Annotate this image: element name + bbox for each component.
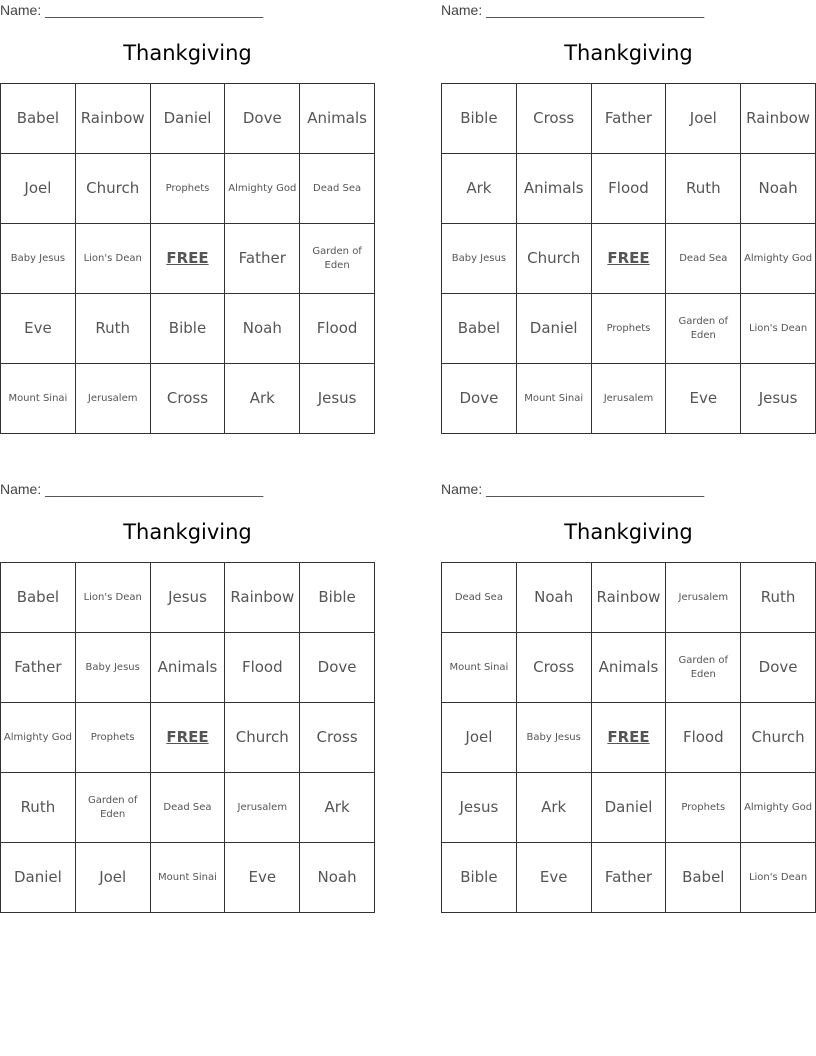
bingo-cell: Cross	[151, 364, 226, 434]
bingo-cell: Dove	[225, 84, 300, 154]
bingo-cell: Rainbow	[225, 563, 300, 633]
bingo-cell: Lion's Dean	[741, 294, 816, 364]
bingo-cell: Lion's Dean	[76, 563, 151, 633]
bingo-cell: Dead Sea	[151, 773, 226, 843]
bingo-cell: Lion's Dean	[741, 843, 816, 913]
bingo-cell: Animals	[517, 154, 592, 224]
bingo-cell: Bible	[151, 294, 226, 364]
bingo-cell: Father	[1, 633, 76, 703]
bingo-cell: Cross	[517, 84, 592, 154]
bingo-cell: Animals	[592, 633, 667, 703]
free-space: FREE	[592, 224, 667, 294]
bingo-cell: Garden of Eden	[300, 224, 375, 294]
bingo-cell: Babel	[1, 563, 76, 633]
bingo-cell: Jesus	[151, 563, 226, 633]
bingo-cell: Dead Sea	[300, 154, 375, 224]
bingo-cell: Babel	[666, 843, 741, 913]
bingo-cell: Baby Jesus	[517, 703, 592, 773]
bingo-cell: Father	[592, 84, 667, 154]
bingo-cell: Ruth	[741, 563, 816, 633]
bingo-cell: Cross	[300, 703, 375, 773]
bingo-cell: Ark	[300, 773, 375, 843]
bingo-cell: Jerusalem	[225, 773, 300, 843]
bingo-cell: Ark	[225, 364, 300, 434]
bingo-cell: Garden of Eden	[666, 633, 741, 703]
bingo-cell: Baby Jesus	[442, 224, 517, 294]
bingo-grid	[441, 83, 816, 434]
card-title: Thankgiving	[123, 520, 252, 544]
bingo-cell: Babel	[442, 294, 517, 364]
bingo-cell: Baby Jesus	[1, 224, 76, 294]
bingo-cell: Dove	[442, 364, 517, 434]
bingo-cell: Garden of Eden	[76, 773, 151, 843]
bingo-cell: Mount Sinai	[517, 364, 592, 434]
bingo-cell: Jerusalem	[76, 364, 151, 434]
bingo-cell: Bible	[300, 563, 375, 633]
bingo-cell: Almighty God	[1, 703, 76, 773]
bingo-cell: Church	[225, 703, 300, 773]
bingo-cell: Baby Jesus	[76, 633, 151, 703]
bingo-cell: Eve	[225, 843, 300, 913]
bingo-cell: Noah	[300, 843, 375, 913]
card-title: Thankgiving	[123, 41, 252, 65]
bingo-cell: Daniel	[592, 773, 667, 843]
bingo-cell: Mount Sinai	[442, 633, 517, 703]
bingo-cell: Jesus	[300, 364, 375, 434]
bingo-cell: Daniel	[517, 294, 592, 364]
bingo-cell: Church	[76, 154, 151, 224]
bingo-cell: Noah	[517, 563, 592, 633]
bingo-cell: Garden of Eden	[666, 294, 741, 364]
bingo-cell: Dead Sea	[666, 224, 741, 294]
bingo-cell: Joel	[666, 84, 741, 154]
free-space: FREE	[151, 703, 226, 773]
bingo-cell: Joel	[1, 154, 76, 224]
bingo-cell: Prophets	[76, 703, 151, 773]
bingo-cell: Noah	[741, 154, 816, 224]
bingo-cell: Ark	[442, 154, 517, 224]
name-field-label: Name: ____________________________	[0, 481, 264, 497]
name-field-label: Name: ____________________________	[0, 2, 264, 18]
bingo-cell: Mount Sinai	[1, 364, 76, 434]
bingo-cell: Almighty God	[225, 154, 300, 224]
bingo-cell: Prophets	[666, 773, 741, 843]
bingo-cell: Flood	[592, 154, 667, 224]
bingo-cell: Daniel	[1, 843, 76, 913]
bingo-cell: Jesus	[741, 364, 816, 434]
bingo-cell: Rainbow	[741, 84, 816, 154]
bingo-cell: Animals	[300, 84, 375, 154]
name-field-label: Name: ____________________________	[441, 481, 705, 497]
free-space: FREE	[592, 703, 667, 773]
bingo-cell: Church	[517, 224, 592, 294]
bingo-cell: Ruth	[666, 154, 741, 224]
bingo-cell: Ruth	[1, 773, 76, 843]
bingo-cell: Bible	[442, 843, 517, 913]
bingo-cell: Father	[225, 224, 300, 294]
bingo-cell: Rainbow	[592, 563, 667, 633]
bingo-cell: Father	[592, 843, 667, 913]
bingo-cell: Babel	[1, 84, 76, 154]
card-title: Thankgiving	[564, 41, 693, 65]
bingo-cell: Church	[741, 703, 816, 773]
bingo-cell: Bible	[442, 84, 517, 154]
bingo-cell: Eve	[517, 843, 592, 913]
bingo-cell: Joel	[76, 843, 151, 913]
bingo-cell: Dove	[300, 633, 375, 703]
bingo-cell: Noah	[225, 294, 300, 364]
bingo-grid	[441, 562, 816, 913]
bingo-cell: Flood	[225, 633, 300, 703]
bingo-cell: Rainbow	[76, 84, 151, 154]
bingo-cell: Almighty God	[741, 224, 816, 294]
bingo-cell: Dead Sea	[442, 563, 517, 633]
name-field-label: Name: ____________________________	[441, 2, 705, 18]
bingo-cell: Animals	[151, 633, 226, 703]
bingo-grid	[0, 562, 375, 913]
bingo-cell: Prophets	[592, 294, 667, 364]
free-space: FREE	[151, 224, 226, 294]
bingo-cell: Prophets	[151, 154, 226, 224]
bingo-cell: Jerusalem	[666, 563, 741, 633]
card-title: Thankgiving	[564, 520, 693, 544]
bingo-cell: Daniel	[151, 84, 226, 154]
bingo-cell: Almighty God	[741, 773, 816, 843]
bingo-grid	[0, 83, 375, 434]
bingo-cell: Ruth	[76, 294, 151, 364]
bingo-cell: Eve	[666, 364, 741, 434]
bingo-cell: Cross	[517, 633, 592, 703]
bingo-cell: Flood	[666, 703, 741, 773]
bingo-cell: Dove	[741, 633, 816, 703]
bingo-cell: Joel	[442, 703, 517, 773]
bingo-cell: Jerusalem	[592, 364, 667, 434]
bingo-cell: Mount Sinai	[151, 843, 226, 913]
bingo-cell: Eve	[1, 294, 76, 364]
bingo-cell: Lion's Dean	[76, 224, 151, 294]
bingo-cell: Jesus	[442, 773, 517, 843]
bingo-cell: Flood	[300, 294, 375, 364]
bingo-cell: Ark	[517, 773, 592, 843]
